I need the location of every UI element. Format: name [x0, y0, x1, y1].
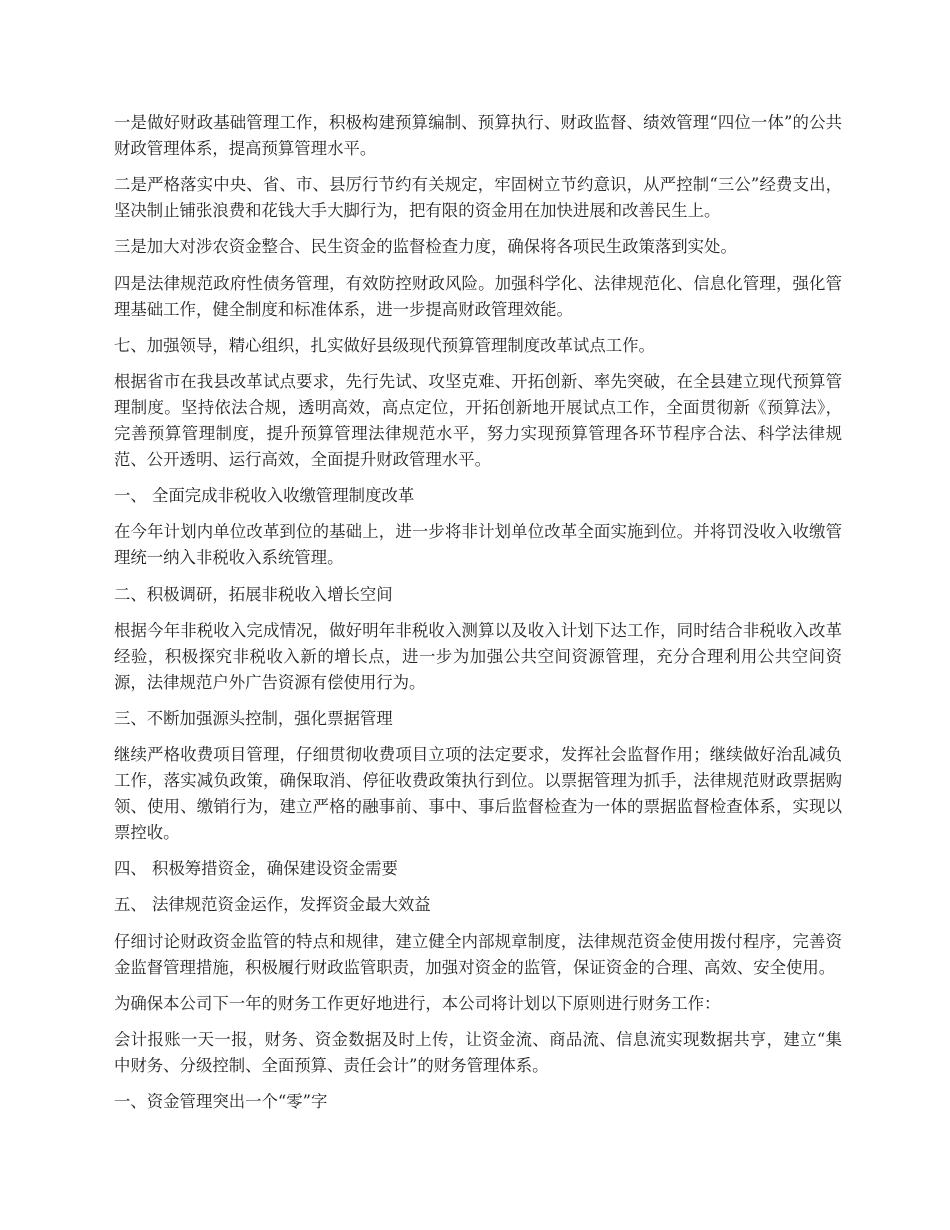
subheading-3: 三、不断加强源头控制，强化票据管理 — [114, 708, 393, 728]
subheading-4: 四、 积极筹措资金，确保建设资金需要 — [114, 859, 398, 879]
subheading-2: 二、积极调研，拓展非税收入增长空间 — [114, 584, 393, 604]
document-body — [114, 110, 842, 1125]
subheading-1: 一、 全面完成非税收入收缴管理制度改革 — [114, 486, 415, 506]
paragraph-12: 继续严格收费项目管理，仔细贯彻收费项目立项的法定要求，发挥社会监督作用；继续做好治乱减负工作，落实减负政策，确保取消、停征收费政策执行到位。以票据管理为抓手，法律规范财政票据购领、使用、缴销行为，建立严格的融事前、事中、事后监督检查为一体的票据监督检查体系，实现以票控收。 — [114, 745, 842, 843]
paragraph-3: 三是加大对涉农资金整合、民生资金的监督检查力度，确保将各项民生政策落到实处。 — [114, 237, 737, 257]
paragraph-10: 根据今年非税收入完成情况，做好明年非税收入测算以及收入计划下达工作，同时结合非税收入改革经验，积极探究非税收入新的增长点，进一步为加强公共空间资源管理，充分合理利用公共空间资源，法律规范户外广告资源有偿使用行为。 — [114, 620, 842, 692]
paragraph-4: 四是法律规范政府性债务管理，有效防控财政风险。加强科学化、法律规范化、信息化管理，强化管理基础工作，健全制度和标准体系，进一步提高财政管理效能。 — [114, 273, 842, 319]
paragraph-16: 为确保本公司下一年的财务工作更好地进行，本公司将计划以下原则进行财务工作： — [114, 993, 721, 1013]
paragraph-2: 二是严格落实中央、省、市、县厉行节约有关规定，牢固树立节约意识，从严控制“三公”经费支出，坚决制止铺张浪费和花钱大手大脚行为，把有限的资金用在加快进展和改善民生上。 — [114, 175, 842, 221]
paragraph-17: 会计报账一天一报，财务、资金数据及时上传，让资金流、商品流、信息流实现数据共亨，建立“集中财务、分级控制、全面预算、责任会计”的财务管理体系。 — [114, 1030, 842, 1075]
paragraph-6: 根据省市在我县改革试点要求，先行先试、攻坚克难、开拓创新、率先突破，在全县建立现代预算管理制度。坚持依法合规，透明高效，高点定位，开拓创新地开展试点工作，全面贯彻新《预算法》，完善预算管理制度，提升预算管理法律规范水平，努力实现预算管理各环节程序合法、科学法律规范、公开透明、运行高效，全面提升财政管理水平。 — [114, 371, 842, 469]
paragraph-15: 仔细讨论财政资金监管的特点和规律，建立健全内部规章制度，法律规范资金使用拨付程序，完善资金监督管理措施，积极履行财政监管职责，加强对资金的监管，保证资金的合理、高效、安全使用。 — [114, 931, 842, 977]
section-heading-7: 七、加强领导，精心组织，扎实做好县级现代预算管理制度改革试点工作。 — [114, 335, 655, 355]
paragraph-8: 在今年计划内单位改革到位的基础上，进一步将非计划单位改革全面实施到位。并将罚没收入收缴管理统一纳入非税收入系统管理。 — [114, 522, 842, 568]
subheading-zero: 一、资金管理突出一个“零”字 — [114, 1092, 328, 1112]
subheading-5: 五、 法律规范资金运作，发挥资金最大效益 — [114, 895, 431, 915]
paragraph-1: 一是做好财政基础管理工作，积极构建预算编制、预算执行、财政监督、绩效管理“四位一体”的公共财政管理体系，提高预算管理水平。 — [114, 113, 842, 158]
